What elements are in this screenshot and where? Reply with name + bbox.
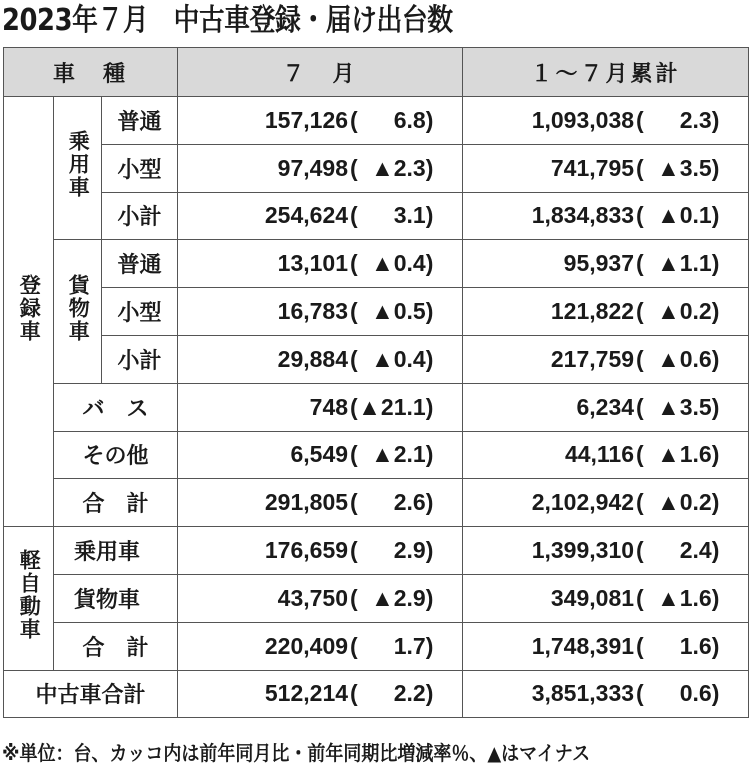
month-cell: 29,884( ▲0.4) <box>178 335 463 383</box>
cumulative-cell: 741,795( ▲3.5) <box>463 144 749 192</box>
row-label: 小計 <box>102 192 178 240</box>
registration-table <box>3 47 749 718</box>
month-cell: 220,409( 1.7) <box>178 622 463 670</box>
month-cell: 748(▲21.1) <box>178 383 463 431</box>
row-label: 乗用車 <box>54 527 178 575</box>
row-label: バ ス <box>54 383 178 431</box>
row-label: 中古車合計 <box>4 670 178 718</box>
table-row <box>4 97 749 145</box>
cumulative-cell: 44,116( ▲1.6) <box>463 431 749 479</box>
month-cell: 97,498( ▲2.3) <box>178 144 463 192</box>
group-cargo: 貨物車 <box>54 240 102 383</box>
cumulative-cell: 3,851,333( 0.6) <box>463 670 749 718</box>
header-cumulative: １～７月累計 <box>463 48 749 97</box>
row-label: 普通 <box>102 97 178 145</box>
cumulative-cell: 1,399,310( 2.4) <box>463 527 749 575</box>
header-type: 車 種 <box>4 48 178 97</box>
cumulative-cell: 121,822( ▲0.2) <box>463 288 749 336</box>
cumulative-cell: 2,102,942( ▲0.2) <box>463 479 749 527</box>
table-row <box>4 527 749 575</box>
table-row <box>4 383 749 431</box>
row-label: 小型 <box>102 144 178 192</box>
month-cell: 254,624( 3.1) <box>178 192 463 240</box>
row-label: 合 計 <box>54 622 178 670</box>
row-label: その他 <box>54 431 178 479</box>
row-label: 小型 <box>102 288 178 336</box>
cumulative-cell: 1,834,833( ▲0.1) <box>463 192 749 240</box>
table-row <box>4 240 749 288</box>
table-row <box>4 574 749 622</box>
table-row <box>4 144 749 192</box>
row-label: 普通 <box>102 240 178 288</box>
group-registered: 登録車 <box>4 97 54 527</box>
month-cell: 157,126( 6.8) <box>178 97 463 145</box>
cumulative-cell: 349,081( ▲1.6) <box>463 574 749 622</box>
row-label: 小計 <box>102 335 178 383</box>
cumulative-cell: 95,937( ▲1.1) <box>463 240 749 288</box>
month-cell: 43,750( ▲2.9) <box>178 574 463 622</box>
cumulative-cell: 217,759( ▲0.6) <box>463 335 749 383</box>
table-row <box>4 479 749 527</box>
cumulative-cell: 6,234( ▲3.5) <box>463 383 749 431</box>
row-label: 合 計 <box>54 479 178 527</box>
month-cell: 176,659( 2.9) <box>178 527 463 575</box>
table-row <box>4 670 749 718</box>
cumulative-cell: 1,748,391( 1.6) <box>463 622 749 670</box>
header-month: ７ 月 <box>178 48 463 97</box>
month-cell: 6,549( ▲2.1) <box>178 431 463 479</box>
group-kei: 軽自動車 <box>4 527 54 670</box>
group-passenger: 乗用車 <box>54 97 102 240</box>
month-cell: 16,783( ▲0.5) <box>178 288 463 336</box>
table-row <box>4 622 749 670</box>
month-cell: 512,214( 2.2) <box>178 670 463 718</box>
row-label: 貨物車 <box>54 574 178 622</box>
table-row <box>4 288 749 336</box>
table-row <box>4 192 749 240</box>
table-row <box>4 335 749 383</box>
month-cell: 291,805( 2.6) <box>178 479 463 527</box>
header-row <box>4 48 749 97</box>
footnote: ※単位：台、カッコ内は前年同月比・前年同期比増減率％、▲はマイナス <box>2 741 591 765</box>
month-cell: 13,101( ▲0.4) <box>178 240 463 288</box>
table-row <box>4 431 749 479</box>
page-title: 2023年７月 中古車登録・届け出台数 <box>2 3 453 38</box>
cumulative-cell: 1,093,038( 2.3) <box>463 97 749 145</box>
